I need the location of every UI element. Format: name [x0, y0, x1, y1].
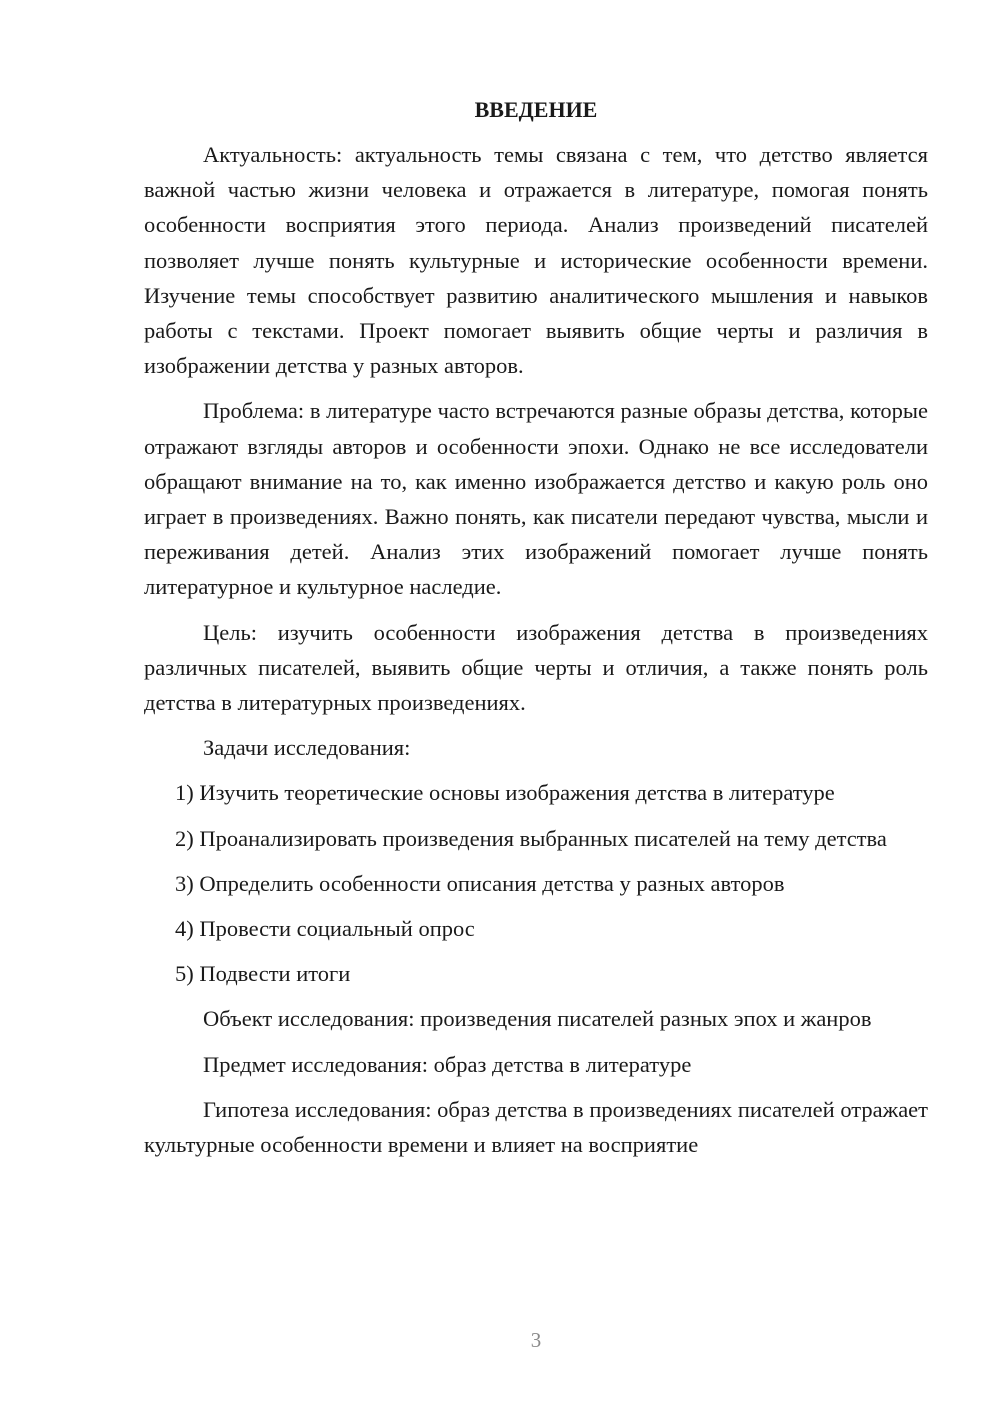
goal-paragraph: Цель: изучить особенности изображения детства в произведениях различных писателей, выявить общие черты и отличия, а также понять роль детства в литературных произведениях.	[144, 619, 928, 716]
relevance-paragraph: Актуальность: актуальность темы связана с тем, что детство является важной частью жизни человека и отражается в литературе, помогая понять особенности восприятия этого периода. Анализ произведений писателей позволяет лучше понять культурные и исторические особенности времени. Изучение темы способствует развитию аналитического мышления и навыков работы с текстами. Проект помогает выявить общие черты и различия в изображении детства у разных авторов.	[144, 142, 928, 379]
object-paragraph: Объект исследования: произведения писателей разных эпох и жанров	[203, 1006, 872, 1032]
task-item: 1) Изучить теоретические основы изображения детства в литературе	[175, 780, 835, 806]
hypothesis-paragraph: Гипотеза исследования: образ детства в произведениях писателей отражает культурные особенности времени и влияет на восприятие	[144, 1096, 928, 1158]
task-item: 2) Проанализировать произведения выбранных писателей на тему детства	[175, 825, 887, 851]
page-body	[144, 92, 928, 1162]
tasks-heading: Задачи исследования:	[203, 735, 411, 761]
problem-paragraph: Проблема: в литературе часто встречаются разные образы детства, которые отражают взгляды авторов и особенности эпохи. Однако не все исследователи обращают внимание на то, как именно изображается детство и какую роль оно играет в произведениях. Важно понять, как писатели передают чувства, мысли и переживания детей. Анализ этих изображений помогает лучше понять литературное и культурное наследие.	[144, 398, 928, 600]
task-item: 3) Определить особенности описания детства у разных авторов	[175, 870, 785, 896]
task-item: 4) Провести социальный опрос	[175, 916, 475, 942]
page-number: 3	[530, 1328, 542, 1352]
task-item: 5) Подвести итоги	[175, 961, 351, 987]
subject-paragraph: Предмет исследования: образ детства в литературе	[203, 1051, 692, 1077]
page-title: ВВЕДЕНИЕ	[474, 97, 598, 122]
